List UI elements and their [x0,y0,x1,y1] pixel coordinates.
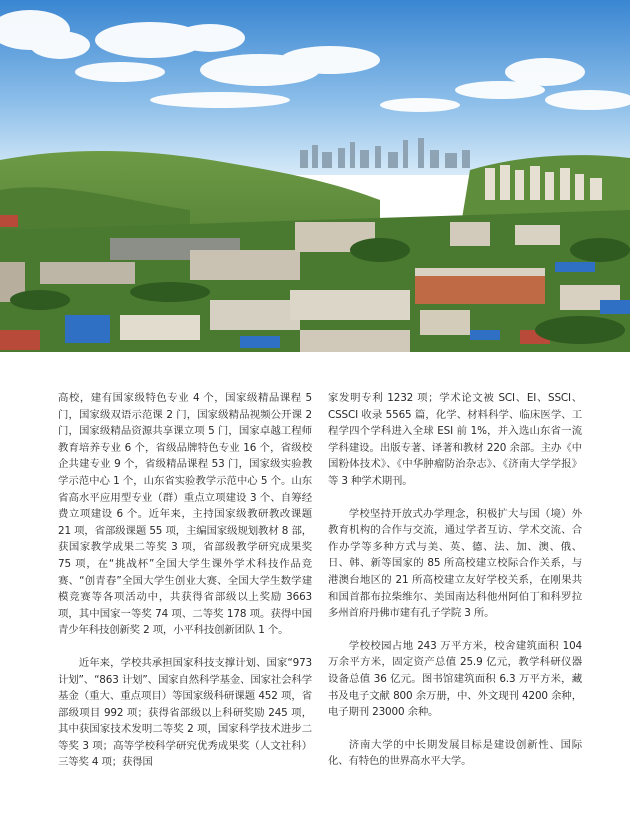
paragraph-teaching: 高校，建有国家级特色专业 4 个，国家级精品课程 5 门，国家级双语示范课 2 门，国家级精品视频公开课 2 门，国家级精品资源共享课立项 5 门，国家卓越工程师教育培养专业 6 个，省级品牌特色专业 16 个，省级校企共建专业 9 个，省级精品课程 53 门，国家级实验教学示范中心 1 个，山东省实验教学示范中心 5 个。山东省高水平应用型专业（群）重点立项建设 3 个、自筹经费立项建设 6 个。近年来，主持国家级教研教改课题 21 项，省部级课题 55 项，主编国家级规划教材 8 部，获国家教学成果二等奖 3 项，省部级教学研究成果奖 75 项，在“挑战杯”全国大学生课外学术科技作品竞赛、“创青春”全国大学生创业大赛、全国大学生数学建模竞赛等各项活动中，共获得省部级以上奖励 3663 项，其中国家一等奖 74 项、二等奖 178 项。获得中国青少年科技创新奖 2 项，小平科技创新团队 1 个。 [58,392,312,637]
paragraph-research-continued: 家发明专利 1232 项；学术论文被 SCI、EI、SSCI、CSSCI 收录 5565 篇，化学、材料科学、临床医学、工程学四个学科进入全球 ESI 前 1%，并入选山东省一流学科建设。出版专著、译著和教材 220 余部。主办《中国粉体技术》、《中华肿瘤防治杂志》、《济南大学学报》等 3 种学术期刊。 [328,392,582,487]
paragraph-goal: 济南大学的中长期发展目标是建设创新性、国际化、有特色的世界高水平大学。 [328,738,582,768]
left-text-column [58,390,312,771]
paragraph-campus: 学校校园占地 243 万平方米，校舍建筑面积 104 万余平方米，固定资产总值 25.9 亿元，教学科研仪器设备总值 36 亿元。图书馆建筑面积 6.3 万平方米，藏书及电子文献 800 余万册，中、外文现刊 4200 余种，电子期刊 23000 余种。 [328,639,582,719]
right-text-column [328,390,582,770]
paragraph-international: 学校坚持开放式办学理念，积极扩大与国（境）外教育机构的合作与交流，通过学者互访、学术交流、合作办学等多种方式与美、英、德、法、加、澳、俄、日、韩、新等国家的 85 所高校建立校际合作关系，与港澳台地区的 21 所高校建立友好学校关系，在刚果共和国首都布拉柴维尔、美国南达科他州阿伯丁和科罗拉多州首府丹佛市建有孔子学院 3 所。 [328,507,582,620]
campus-aerial-photo [0,0,630,352]
paragraph-research: 近年来，学校共承担国家科技支撑计划、国家“973 计划”、“863 计划”、国家自然科学基金、国家社会科学基金（重大、重点项目）等国家级科研课题 452 项，省部级项目 992 项；获得省部级以上科研奖励 245 项，其中获国家技术发明二等奖 2 项，国家科学技术进步二等奖 3 项；高等学校科学研究优秀成果奖（人文社科）三等奖 4 项；获得国 [58,656,312,769]
